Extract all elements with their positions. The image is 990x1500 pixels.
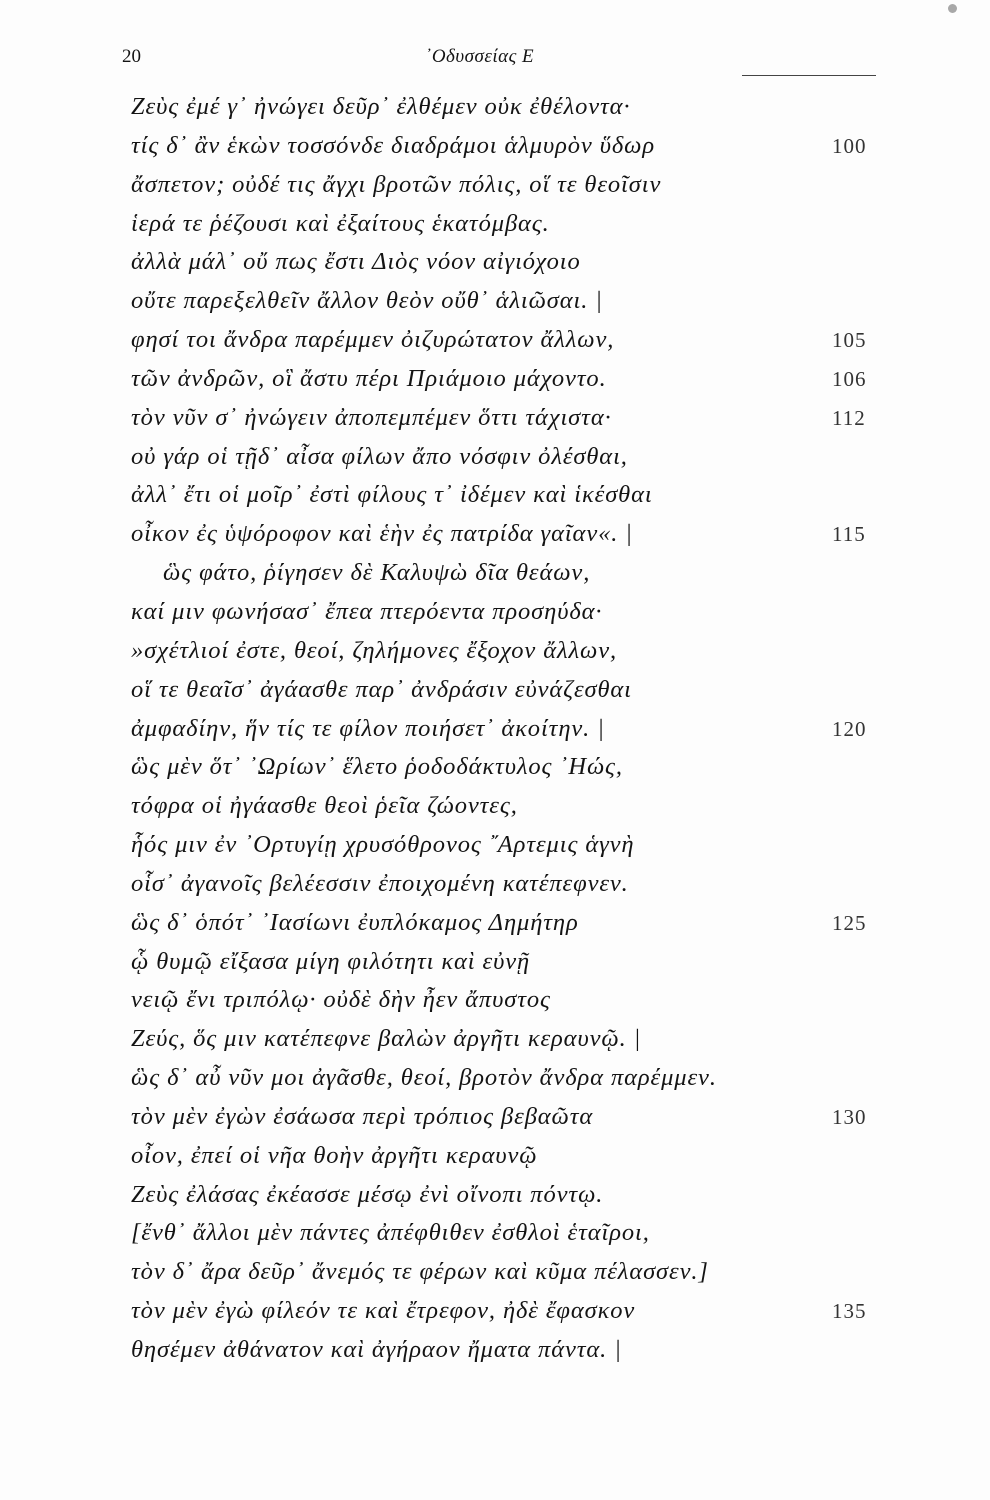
line-number: 130 xyxy=(832,1104,867,1129)
verse-line xyxy=(0,1214,990,1253)
verse-line xyxy=(0,593,990,632)
verse-line xyxy=(0,904,990,943)
verse-text: νειῷ ἔνι τριπόλῳ· οὐδὲ δὴν ἦεν ἄπυστος xyxy=(131,986,551,1014)
verse-line xyxy=(0,787,990,826)
verse-text: ὣς μὲν ὅτ᾿ ᾿Ωρίων᾿ ἕλετο ῥοδοδάκτυλος ᾿Ηώς, xyxy=(131,753,623,781)
verse-text: οἷσ᾿ ἀγανοῖς βελέεσσιν ἐποιχομένη κατέπεφνεν. xyxy=(131,869,629,897)
line-number: 105 xyxy=(832,328,867,353)
verse-line xyxy=(0,476,990,515)
verse-text: ὣς φάτο, ῥίγησεν δὲ Καλυψὼ δῖα θεάων, xyxy=(163,559,591,587)
verse-line xyxy=(0,865,990,904)
verse-line xyxy=(0,632,990,671)
running-title: ᾿Οδυσσείας Ε xyxy=(425,46,535,67)
verse-text: »σχέτλιοί ἐστε, θεοί, ζηλήμονες ἔξοχον ἄλλων, xyxy=(131,636,617,664)
verse-line xyxy=(0,243,990,282)
verse-text: ἀλλ᾿ ἔτι οἱ μοῖρ᾿ ἐστὶ φίλους τ᾿ ἰδέμεν καὶ ἱκέσθαι xyxy=(131,481,653,509)
verse-line xyxy=(0,515,990,554)
line-number: 100 xyxy=(832,133,867,158)
verse-text: τὸν μὲν ἐγὼ φίλεόν τε καὶ ἔτρεφον, ἠδὲ ἔφασκον xyxy=(131,1297,636,1325)
verse-text: ὣς δ᾿ ὁπότ᾿ ᾿Ιασίωνι ἐυπλόκαμος Δημήτηρ xyxy=(131,908,579,936)
verse-list xyxy=(0,88,990,1370)
verse-line xyxy=(0,205,990,244)
verse-text: καί μιν φωνήσασ᾿ ἔπεα πτερόεντα προσηύδα· xyxy=(131,597,603,625)
verse-text: θησέμεν ἀθάνατον καὶ ἀγήραον ἤματα πάντα. | xyxy=(131,1336,622,1363)
verse-text: τίς δ᾿ ἂν ἑκὼν τοσσόνδε διαδράμοι ἁλμυρὸν ὕδωρ xyxy=(131,131,656,159)
verse-line xyxy=(0,88,990,127)
line-number: 106 xyxy=(832,366,867,391)
verse-text: οὐ γάρ οἱ τῇδ᾿ αἶσα φίλων ἄπο νόσφιν ὀλέσθαι, xyxy=(131,442,628,470)
verse-text: οὔτε παρεξελθεῖν ἄλλον θεὸν οὔθ᾿ ἁλιῶσαι. | xyxy=(131,287,603,315)
verse-line xyxy=(0,360,990,399)
page-number: 20 xyxy=(122,46,141,67)
verse-line xyxy=(0,554,990,593)
verse-line xyxy=(0,399,990,438)
verse-text: τὸν μὲν ἐγὼν ἐσάωσα περὶ τρόπιος βεβαῶτα xyxy=(131,1102,594,1130)
verse-line xyxy=(0,671,990,710)
verse-line xyxy=(0,1253,990,1292)
verse-text: ἄσπετον; οὐδέ τις ἄγχι βροτῶν πόλις, οἵ τε θεοῖσιν xyxy=(131,170,662,198)
paper-speck xyxy=(948,4,957,13)
verse-text: τόφρα οἱ ἠγάασθε θεοὶ ῥεῖα ζώοντες, xyxy=(131,792,518,820)
verse-line xyxy=(0,166,990,205)
verse-text: ᾧ θυμῷ εἴξασα μίγη φιλότητι καὶ εὐνῇ xyxy=(131,947,531,975)
verse-text: ὣς δ᾿ αὖ νῦν μοι ἀγᾶσθε, θεοί, βροτὸν ἄνδρα παρέμμεν. xyxy=(131,1064,717,1092)
verse-line xyxy=(0,127,990,166)
header-rule xyxy=(742,75,876,76)
line-number: 115 xyxy=(832,522,866,547)
verse-text: οἶον, ἐπεί οἱ νῆα θοὴν ἀργῆτι κεραυνῷ xyxy=(131,1141,538,1169)
verse-text: Ζεὺς ἐμέ γ᾿ ἠνώγει δεῦρ᾿ ἐλθέμεν οὐκ ἐθέλοντα· xyxy=(131,93,631,120)
verse-text: Ζεὺς ἐλάσας ἐκέασσε μέσῳ ἐνὶ οἴνοπι πόντῳ. xyxy=(131,1180,604,1208)
verse-line xyxy=(0,826,990,865)
verse-text: Ζεύς, ὅς μιν κατέπεφνε βαλὼν ἀργῆτι κεραυνῷ. | xyxy=(131,1025,642,1053)
verse-text: φησί τοι ἄνδρα παρέμμεν ὀιζυρώτατον ἄλλων, xyxy=(131,326,615,354)
verse-text: οἶκον ἐς ὑψόροφον καὶ ἑὴν ἐς πατρίδα γαῖαν«. | xyxy=(131,520,633,548)
verse-line xyxy=(0,748,990,787)
verse-line xyxy=(0,1059,990,1098)
verse-text: οἵ τε θεαῖσ᾿ ἀγάασθε παρ᾿ ἀνδράσιν εὐνάζεσθαι xyxy=(131,675,632,703)
line-number: 135 xyxy=(832,1299,867,1324)
line-number: 125 xyxy=(832,910,867,935)
verse-text: τῶν ἀνδρῶν, οἳ ἄστυ πέρι Πριάμοιο μάχοντο. xyxy=(131,364,607,392)
verse-line xyxy=(0,1292,990,1331)
verse-text: ἀμφαδίην, ἥν τίς τε φίλον ποιήσετ᾿ ἀκοίτην. | xyxy=(131,714,605,742)
verse-line xyxy=(0,1331,990,1370)
line-number: 112 xyxy=(832,405,866,430)
verse-text: τὸν νῦν σ᾿ ἠνώγειν ἀποπεμπέμεν ὅττι τάχιστα· xyxy=(131,403,612,431)
verse-line xyxy=(0,282,990,321)
verse-text: [ἔνθ᾿ ἄλλοι μὲν πάντες ἀπέφθιθεν ἐσθλοὶ ἑταῖροι, xyxy=(131,1219,650,1247)
verse-line xyxy=(0,438,990,477)
verse-line xyxy=(0,1098,990,1137)
verse-line xyxy=(0,1020,990,1059)
page-header xyxy=(0,46,990,76)
verse-line xyxy=(0,1176,990,1215)
verse-text: ἀλλὰ μάλ᾿ οὔ πως ἔστι Διὸς νόον αἰγιόχοιο xyxy=(131,248,581,276)
verse-line xyxy=(0,710,990,749)
verse-text: τὸν δ᾿ ἄρα δεῦρ᾿ ἄνεμός τε φέρων καὶ κῦμα πέλασσεν.] xyxy=(131,1258,709,1286)
verse-line xyxy=(0,981,990,1020)
line-number: 120 xyxy=(832,716,867,741)
verse-line xyxy=(0,321,990,360)
verse-text: ἧός μιν ἐν ᾿Ορτυγίῃ χρυσόθρονος ῎Αρτεμις ἁγνὴ xyxy=(131,831,635,859)
verse-line xyxy=(0,943,990,982)
verse-line xyxy=(0,1137,990,1176)
verse-text: ἱερά τε ῥέζουσι καὶ ἐξαίτους ἑκατόμβας. xyxy=(131,209,550,237)
